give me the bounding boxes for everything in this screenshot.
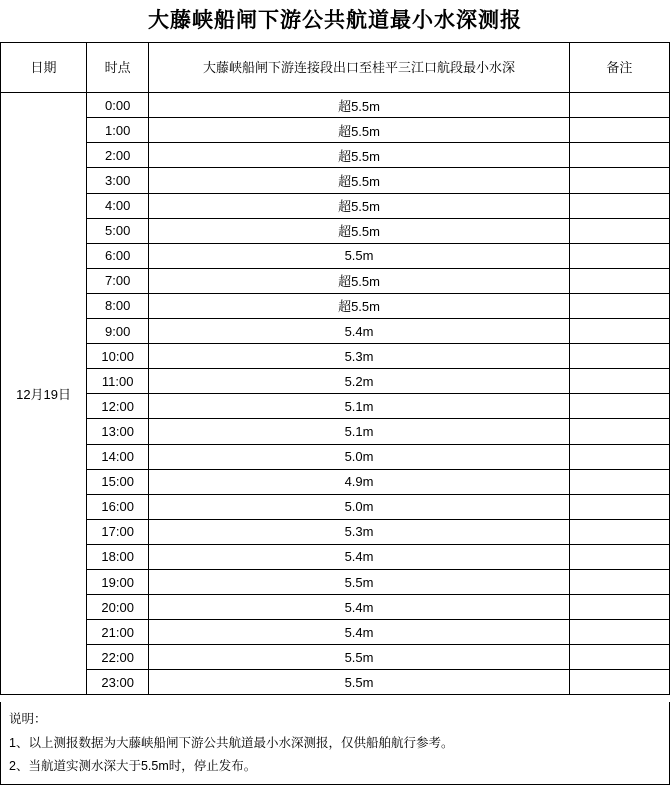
note-cell xyxy=(569,243,669,268)
depth-cell: 5.3m xyxy=(149,344,570,369)
note-cell xyxy=(569,494,669,519)
table-footer-gap xyxy=(0,695,670,702)
depth-cell: 5.1m xyxy=(149,394,570,419)
depth-cell: 超5.5m xyxy=(149,143,570,168)
time-cell: 4:00 xyxy=(87,193,149,218)
time-cell: 7:00 xyxy=(87,268,149,293)
note-cell xyxy=(569,394,669,419)
table-row xyxy=(1,519,670,544)
water-depth-table xyxy=(0,42,670,695)
table-row xyxy=(1,293,670,318)
depth-cell: 4.9m xyxy=(149,469,570,494)
time-cell: 1:00 xyxy=(87,118,149,143)
note-cell xyxy=(569,268,669,293)
table-header-row xyxy=(1,43,670,93)
header-note: 备注 xyxy=(569,43,669,93)
header-date: 日期 xyxy=(1,43,87,93)
note-cell xyxy=(569,620,669,645)
note-cell xyxy=(569,519,669,544)
note-cell xyxy=(569,670,669,695)
note-cell xyxy=(569,193,669,218)
table-body xyxy=(1,93,670,695)
table-row xyxy=(1,469,670,494)
depth-cell: 超5.5m xyxy=(149,268,570,293)
table-row xyxy=(1,319,670,344)
time-cell: 3:00 xyxy=(87,168,149,193)
note-cell xyxy=(569,569,669,594)
table-row xyxy=(1,670,670,695)
time-cell: 11:00 xyxy=(87,369,149,394)
depth-cell: 5.4m xyxy=(149,620,570,645)
time-cell: 12:00 xyxy=(87,394,149,419)
time-cell: 16:00 xyxy=(87,494,149,519)
time-cell: 20:00 xyxy=(87,595,149,620)
note-cell xyxy=(569,293,669,318)
table-row xyxy=(1,218,670,243)
table-row xyxy=(1,620,670,645)
note-line-1: 1、以上测报数据为大藤峡船闸下游公共航道最小水深测报，仅供船舶航行参考。 xyxy=(9,735,454,750)
depth-cell: 超5.5m xyxy=(149,218,570,243)
time-cell: 17:00 xyxy=(87,519,149,544)
time-cell: 13:00 xyxy=(87,419,149,444)
note-cell xyxy=(569,444,669,469)
time-cell: 14:00 xyxy=(87,444,149,469)
time-cell: 2:00 xyxy=(87,143,149,168)
time-cell: 21:00 xyxy=(87,620,149,645)
table-row xyxy=(1,444,670,469)
time-cell: 19:00 xyxy=(87,569,149,594)
page-title: 大藤峡船闸下游公共航道最小水深测报 xyxy=(148,9,522,32)
time-cell: 23:00 xyxy=(87,670,149,695)
table-row xyxy=(1,595,670,620)
note-cell xyxy=(569,118,669,143)
table-row xyxy=(1,544,670,569)
notes-section xyxy=(0,702,670,784)
depth-cell: 5.4m xyxy=(149,544,570,569)
table-row xyxy=(1,268,670,293)
notes-label: 说明： xyxy=(9,712,47,727)
table-row xyxy=(1,645,670,670)
depth-cell: 5.4m xyxy=(149,319,570,344)
note-cell xyxy=(569,168,669,193)
table-row xyxy=(1,494,670,519)
time-cell: 18:00 xyxy=(87,544,149,569)
time-cell: 10:00 xyxy=(87,344,149,369)
note-cell xyxy=(569,93,669,118)
date-cell: 12月19日 xyxy=(1,93,87,695)
depth-cell: 5.5m xyxy=(149,645,570,670)
depth-cell: 超5.5m xyxy=(149,293,570,318)
time-cell: 6:00 xyxy=(87,243,149,268)
table-row xyxy=(1,419,670,444)
note-cell xyxy=(569,469,669,494)
note-cell xyxy=(569,218,669,243)
table-row xyxy=(1,93,670,118)
depth-cell: 5.0m xyxy=(149,494,570,519)
note-cell xyxy=(569,319,669,344)
note-line-2: 2、当航道实测水深大于5.5m时，停止发布。 xyxy=(9,758,257,773)
depth-cell: 超5.5m xyxy=(149,118,570,143)
table-header xyxy=(1,43,670,93)
depth-cell: 5.5m xyxy=(149,569,570,594)
time-cell: 15:00 xyxy=(87,469,149,494)
note-cell xyxy=(569,544,669,569)
header-time: 时点 xyxy=(87,43,149,93)
time-cell: 8:00 xyxy=(87,293,149,318)
table-row xyxy=(1,193,670,218)
note-cell xyxy=(569,645,669,670)
depth-cell: 5.4m xyxy=(149,595,570,620)
table-row xyxy=(1,118,670,143)
table-row xyxy=(1,569,670,594)
table-row xyxy=(1,369,670,394)
depth-cell: 超5.5m xyxy=(149,168,570,193)
note-cell xyxy=(569,369,669,394)
header-depth: 大藤峡船闸下游连接段出口至桂平三江口航段最小水深 xyxy=(149,43,570,93)
note-cell xyxy=(569,143,669,168)
note-cell xyxy=(569,419,669,444)
time-cell: 5:00 xyxy=(87,218,149,243)
depth-cell: 5.5m xyxy=(149,670,570,695)
depth-cell: 5.5m xyxy=(149,243,570,268)
table-row xyxy=(1,168,670,193)
depth-cell: 5.0m xyxy=(149,444,570,469)
depth-cell: 超5.5m xyxy=(149,193,570,218)
note-cell xyxy=(569,344,669,369)
depth-cell: 超5.5m xyxy=(149,93,570,118)
depth-cell: 5.3m xyxy=(149,519,570,544)
time-cell: 9:00 xyxy=(87,319,149,344)
depth-cell: 5.2m xyxy=(149,369,570,394)
note-cell xyxy=(569,595,669,620)
table-row xyxy=(1,243,670,268)
depth-cell: 5.1m xyxy=(149,419,570,444)
table-row xyxy=(1,344,670,369)
time-cell: 0:00 xyxy=(87,93,149,118)
table-row xyxy=(1,143,670,168)
table-row xyxy=(1,394,670,419)
time-cell: 22:00 xyxy=(87,645,149,670)
